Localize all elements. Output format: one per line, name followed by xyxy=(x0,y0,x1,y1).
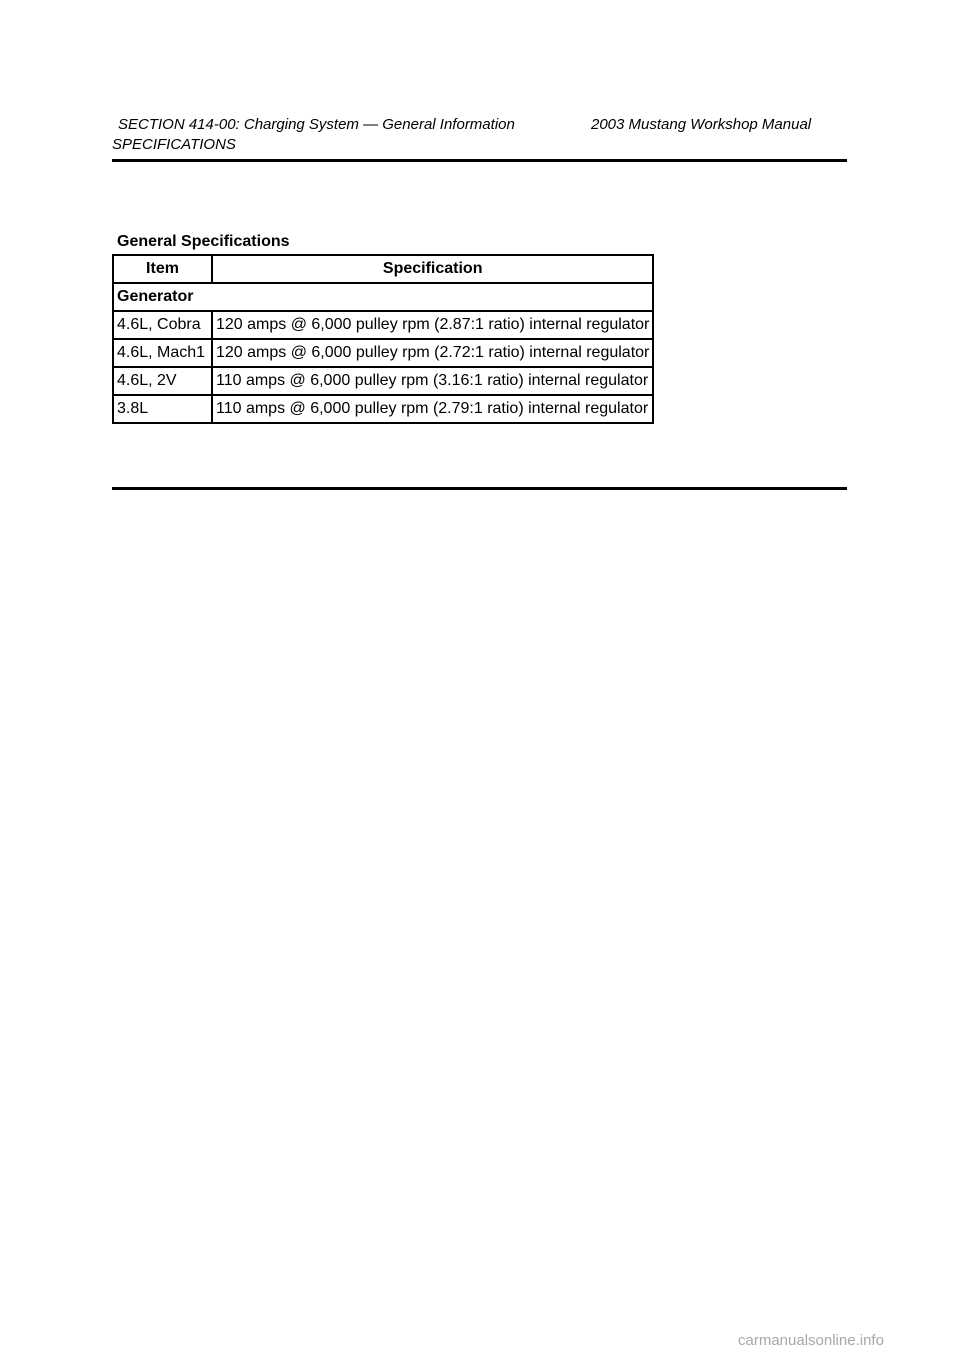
specifications-table xyxy=(112,254,654,424)
row-specification: 110 amps @ 6,000 pulley rpm (3.16:1 ratio) internal regulator xyxy=(212,367,653,395)
table-header-row xyxy=(113,255,653,283)
row-item: 4.6L, Cobra xyxy=(113,311,212,339)
row-specification: 110 amps @ 6,000 pulley rpm (2.79:1 ratio) internal regulator xyxy=(212,395,653,423)
row-item: 4.6L, 2V xyxy=(113,367,212,395)
row-specification: 120 amps @ 6,000 pulley rpm (2.87:1 ratio) internal regulator xyxy=(212,311,653,339)
subsection-title: SPECIFICATIONS xyxy=(112,136,236,153)
manual-title: 2003 Mustang Workshop Manual xyxy=(591,116,812,133)
table-title: General Specifications xyxy=(117,233,290,250)
row-specification: 120 amps @ 6,000 pulley rpm (2.72:1 ratio) internal regulator xyxy=(212,339,653,367)
footer-divider xyxy=(112,487,847,490)
table-row xyxy=(113,367,653,395)
section-title: SECTION 414-00: Charging System — General Information xyxy=(118,116,515,133)
table-row xyxy=(113,339,653,367)
column-header-specification: Specification xyxy=(212,255,653,283)
table-row xyxy=(113,395,653,423)
column-header-item: Item xyxy=(113,255,212,283)
group-label-generator: Generator xyxy=(113,283,653,311)
row-item: 4.6L, Mach1 xyxy=(113,339,212,367)
row-item: 3.8L xyxy=(113,395,212,423)
table-row xyxy=(113,311,653,339)
watermark-text: carmanualsonline.info xyxy=(738,1332,884,1349)
header-divider xyxy=(112,159,847,162)
table-group-row xyxy=(113,283,653,311)
